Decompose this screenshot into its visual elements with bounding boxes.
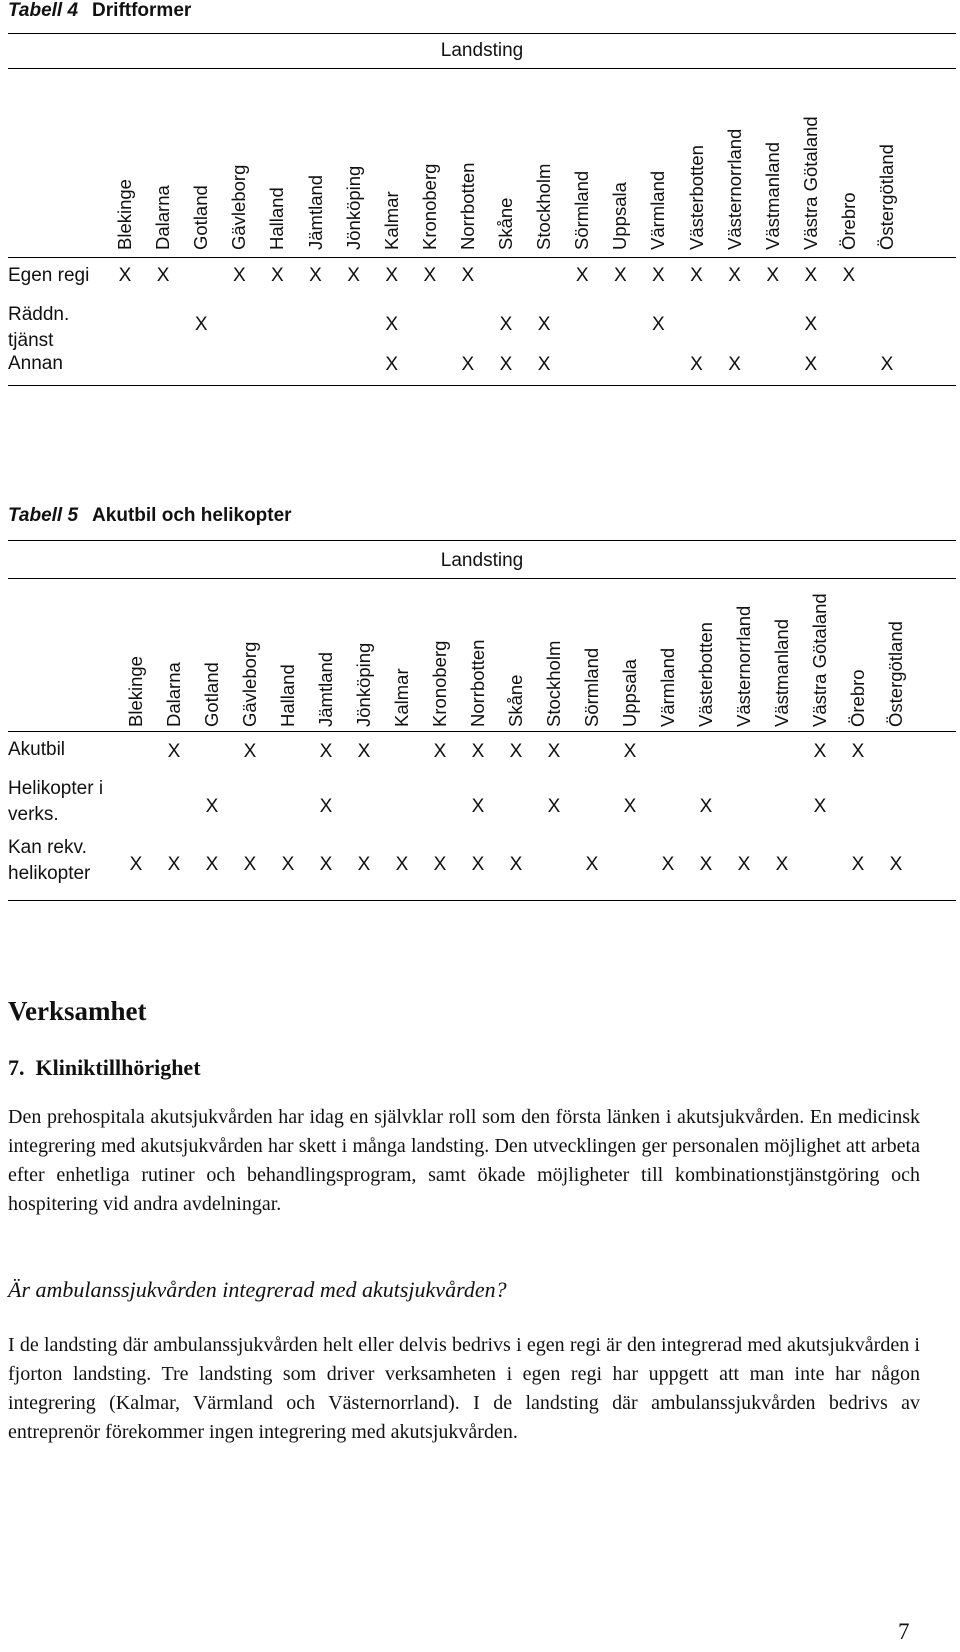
table-cell-mark: X [728, 354, 741, 375]
column-header-label: Norrbotten [467, 639, 488, 727]
table-cell-mark: X [690, 265, 703, 286]
table-cell-mark: X [129, 854, 143, 875]
table-cell-mark: X [652, 265, 665, 286]
subsection-heading [8, 1055, 201, 1081]
table-cell-mark: X [205, 796, 219, 817]
table-cell-mark: X [509, 854, 523, 875]
column-header-label: Halland [266, 187, 288, 250]
table-cell-mark: X [205, 854, 219, 875]
table-cell-mark: X [423, 265, 437, 286]
table4-body-rule [8, 257, 956, 258]
table-cell-mark: X [243, 741, 257, 762]
table-cell-mark: X [737, 854, 751, 875]
table-cell-mark: X [319, 741, 333, 762]
table-cell-mark: X [461, 354, 475, 375]
column-header-label: Västmanland [761, 142, 783, 250]
column-header-label: Gotland [201, 662, 222, 727]
table-cell-mark: X [471, 854, 485, 875]
table-cell-mark: X [167, 741, 181, 762]
column-header-label: Jönköping [342, 165, 364, 250]
column-header-label: Värmland [657, 647, 678, 727]
column-header-label: Örebro [837, 192, 859, 250]
column-header-label: Västerbotten [685, 145, 707, 250]
column-header-label: Gävleborg [239, 641, 260, 727]
column-header-label: Kronoberg [429, 640, 450, 727]
paragraph-2: I de landsting där ambulanssjukvården helt eller delvis bedrivs i egen regi är den integrerad med akutsjukvården i fjorton landsting. Tre landsting som driver verksamheten i egen regi har uppgett att man inte har någon integrering (Kalmar, Värmland och Västernorrland). I de landsting där ambulanssjukvården bedrivs av entreprenör förekommer ingen integrering med akutsjukvården. [8, 1334, 920, 1443]
table-cell-mark: X [385, 314, 399, 335]
table-cell-mark: X [194, 314, 208, 335]
table-cell-mark: X [804, 314, 818, 335]
table5-group-header: Landsting [440, 550, 524, 571]
table5-body-rule [8, 731, 956, 732]
table-cell-mark: X [499, 314, 513, 335]
table5-caption [8, 505, 292, 527]
column-header-label: Norrbotten [456, 162, 478, 250]
table-cell-mark: X [243, 854, 257, 875]
table-cell-mark: X [728, 265, 741, 286]
column-header-label: Kalmar [380, 191, 402, 250]
table-cell-mark: X [804, 354, 818, 375]
table4-row-label: Räddn. tjänst [8, 304, 70, 351]
column-header-label: Västra Götaland [809, 593, 830, 727]
column-header-label: Gotland [190, 185, 212, 250]
table-cell-mark: X [509, 741, 523, 762]
column-header-label: Jämtland [315, 651, 336, 727]
table-cell-mark: X [357, 854, 371, 875]
table4-header-rule [8, 68, 956, 69]
column-header-label: Skåne [505, 674, 526, 727]
table-cell-mark: X [471, 741, 485, 762]
table4-number: Tabell 4 [8, 0, 79, 21]
table-cell-mark: X [547, 741, 561, 762]
column-header-label: Sörmland [571, 170, 593, 250]
table-cell-mark: X [851, 741, 865, 762]
table-cell-mark: X [319, 796, 333, 817]
table-cell-mark: X [889, 854, 903, 875]
column-header-label: Östergötland [885, 621, 906, 727]
table-cell-mark: X [433, 854, 447, 875]
table-cell-mark: X [766, 265, 780, 286]
table-cell-mark: X [232, 265, 246, 286]
table-cell-mark: X [395, 854, 409, 875]
column-header-label: Kalmar [391, 668, 412, 727]
table5-row-label: Helikopter i verks. [8, 778, 104, 825]
column-header-label: Blekinge [114, 179, 135, 250]
column-header-label: Västernorrland [733, 605, 754, 727]
table5-bottom-rule [8, 900, 956, 901]
column-header-label: Värmland [647, 170, 669, 250]
table-cell-mark: X [537, 314, 551, 335]
table-cell-mark: X [613, 265, 627, 286]
table-cell-mark: X [385, 354, 399, 375]
table-cell-mark: X [699, 796, 713, 817]
table-cell-mark: X [842, 265, 856, 286]
table5-top-rule [8, 540, 956, 541]
column-header-label: Östergötland [876, 144, 897, 250]
table4-row-label: Annan [8, 353, 63, 374]
table5-row-label: Akutbil [8, 739, 66, 760]
paragraph-1: Den prehospitala akutsjukvården har idag en självklar roll som den första länken i akutsjukvården. En medicinsk integrering med akutsjukvården har skett i många landsting. Den utvecklingen ger personalen möjlighet att arbeta efter enhetliga rutiner och behandlingsprogram, samt ökade möjligheter till kombinationstjänstgöring och hospitering vid andra avdelningar. [8, 1106, 920, 1215]
section-title: Verksamhet [8, 996, 147, 1026]
table-cell-mark: X [385, 265, 399, 286]
table-cell-mark: X [623, 796, 637, 817]
column-header-label: Halland [277, 664, 298, 727]
column-header-label: Stockholm [533, 163, 555, 250]
table-cell-mark: X [851, 854, 865, 875]
table-cell-mark: X [813, 741, 827, 762]
column-header-label: Uppsala [609, 182, 631, 250]
table-cell-mark: X [880, 354, 894, 375]
page-number: 7 [898, 1619, 910, 1644]
table-cell-mark: X [623, 741, 637, 762]
table4-row-label: Egen regi [8, 265, 90, 286]
table-cell-mark: X [547, 796, 561, 817]
table-cell-mark: X [309, 265, 322, 286]
column-header-label: Skåne [495, 197, 516, 250]
table-cell-mark: X [499, 354, 513, 375]
column-header-label: Kronoberg [418, 163, 440, 250]
table-cell-mark: X [575, 265, 589, 286]
column-header-label: Jämtland [304, 174, 326, 250]
column-header-label: Jönköping [353, 642, 374, 727]
table-cell-mark: X [690, 354, 703, 375]
table-cell-mark: X [461, 265, 475, 286]
column-header-label: Uppsala [619, 659, 640, 727]
table-cell-mark: X [661, 854, 675, 875]
table-cell-mark: X [471, 796, 485, 817]
table5-title: Akutbil och helikopter [92, 505, 292, 526]
column-header-label: Västernorrland [723, 128, 745, 250]
table-cell-mark: X [813, 796, 827, 817]
column-header-label: Örebro [847, 669, 868, 727]
table5-row-label: Kan rekv. helikopter [8, 837, 91, 884]
table-cell-mark: X [585, 854, 599, 875]
table4-title: Driftformer [92, 0, 192, 21]
table-cell-mark: X [775, 854, 789, 875]
table-cell-mark: X [167, 854, 181, 875]
column-header-label: Blekinge [125, 656, 146, 727]
column-header-label: Dalarna [152, 185, 174, 250]
column-header-label: Dalarna [163, 662, 184, 727]
table-cell-mark: X [804, 265, 818, 286]
table-cell-mark: X [537, 354, 551, 375]
subsection-title: Kliniktillhörighet [35, 1055, 201, 1080]
table4-top-rule [8, 33, 956, 34]
subsection-number: 7. [8, 1055, 25, 1080]
column-header-label: Västmanland [771, 619, 792, 727]
table4-group-header: Landsting [440, 40, 524, 61]
table-cell-mark: X [118, 265, 132, 286]
table-cell-mark: X [347, 265, 360, 286]
column-header-label: Stockholm [543, 640, 564, 727]
table-cell-mark: X [433, 741, 447, 762]
table-cell-mark: X [156, 265, 170, 286]
table5-header-rule [8, 578, 956, 579]
table-cell-mark: X [652, 314, 665, 335]
column-header-label: Västra Götaland [799, 116, 821, 250]
table5-number: Tabell 5 [8, 505, 79, 526]
table-cell-mark: X [281, 854, 295, 875]
paragraph-1-block [8, 1103, 920, 1219]
table4-bottom-rule [8, 385, 956, 386]
question-heading: Är ambulanssjukvården integrerad med akutsjukvården? [8, 1277, 507, 1302]
table-cell-mark: X [319, 854, 333, 875]
column-header-label: Gävleborg [228, 164, 250, 250]
column-header-label: Sörmland [581, 647, 602, 727]
table4-caption [8, 0, 191, 22]
table-cell-mark: X [699, 854, 713, 875]
paragraph-2-block [8, 1331, 920, 1447]
column-header-label: Västerbotten [695, 622, 716, 727]
table-cell-mark: X [357, 741, 371, 762]
table-cell-mark: X [271, 265, 284, 286]
